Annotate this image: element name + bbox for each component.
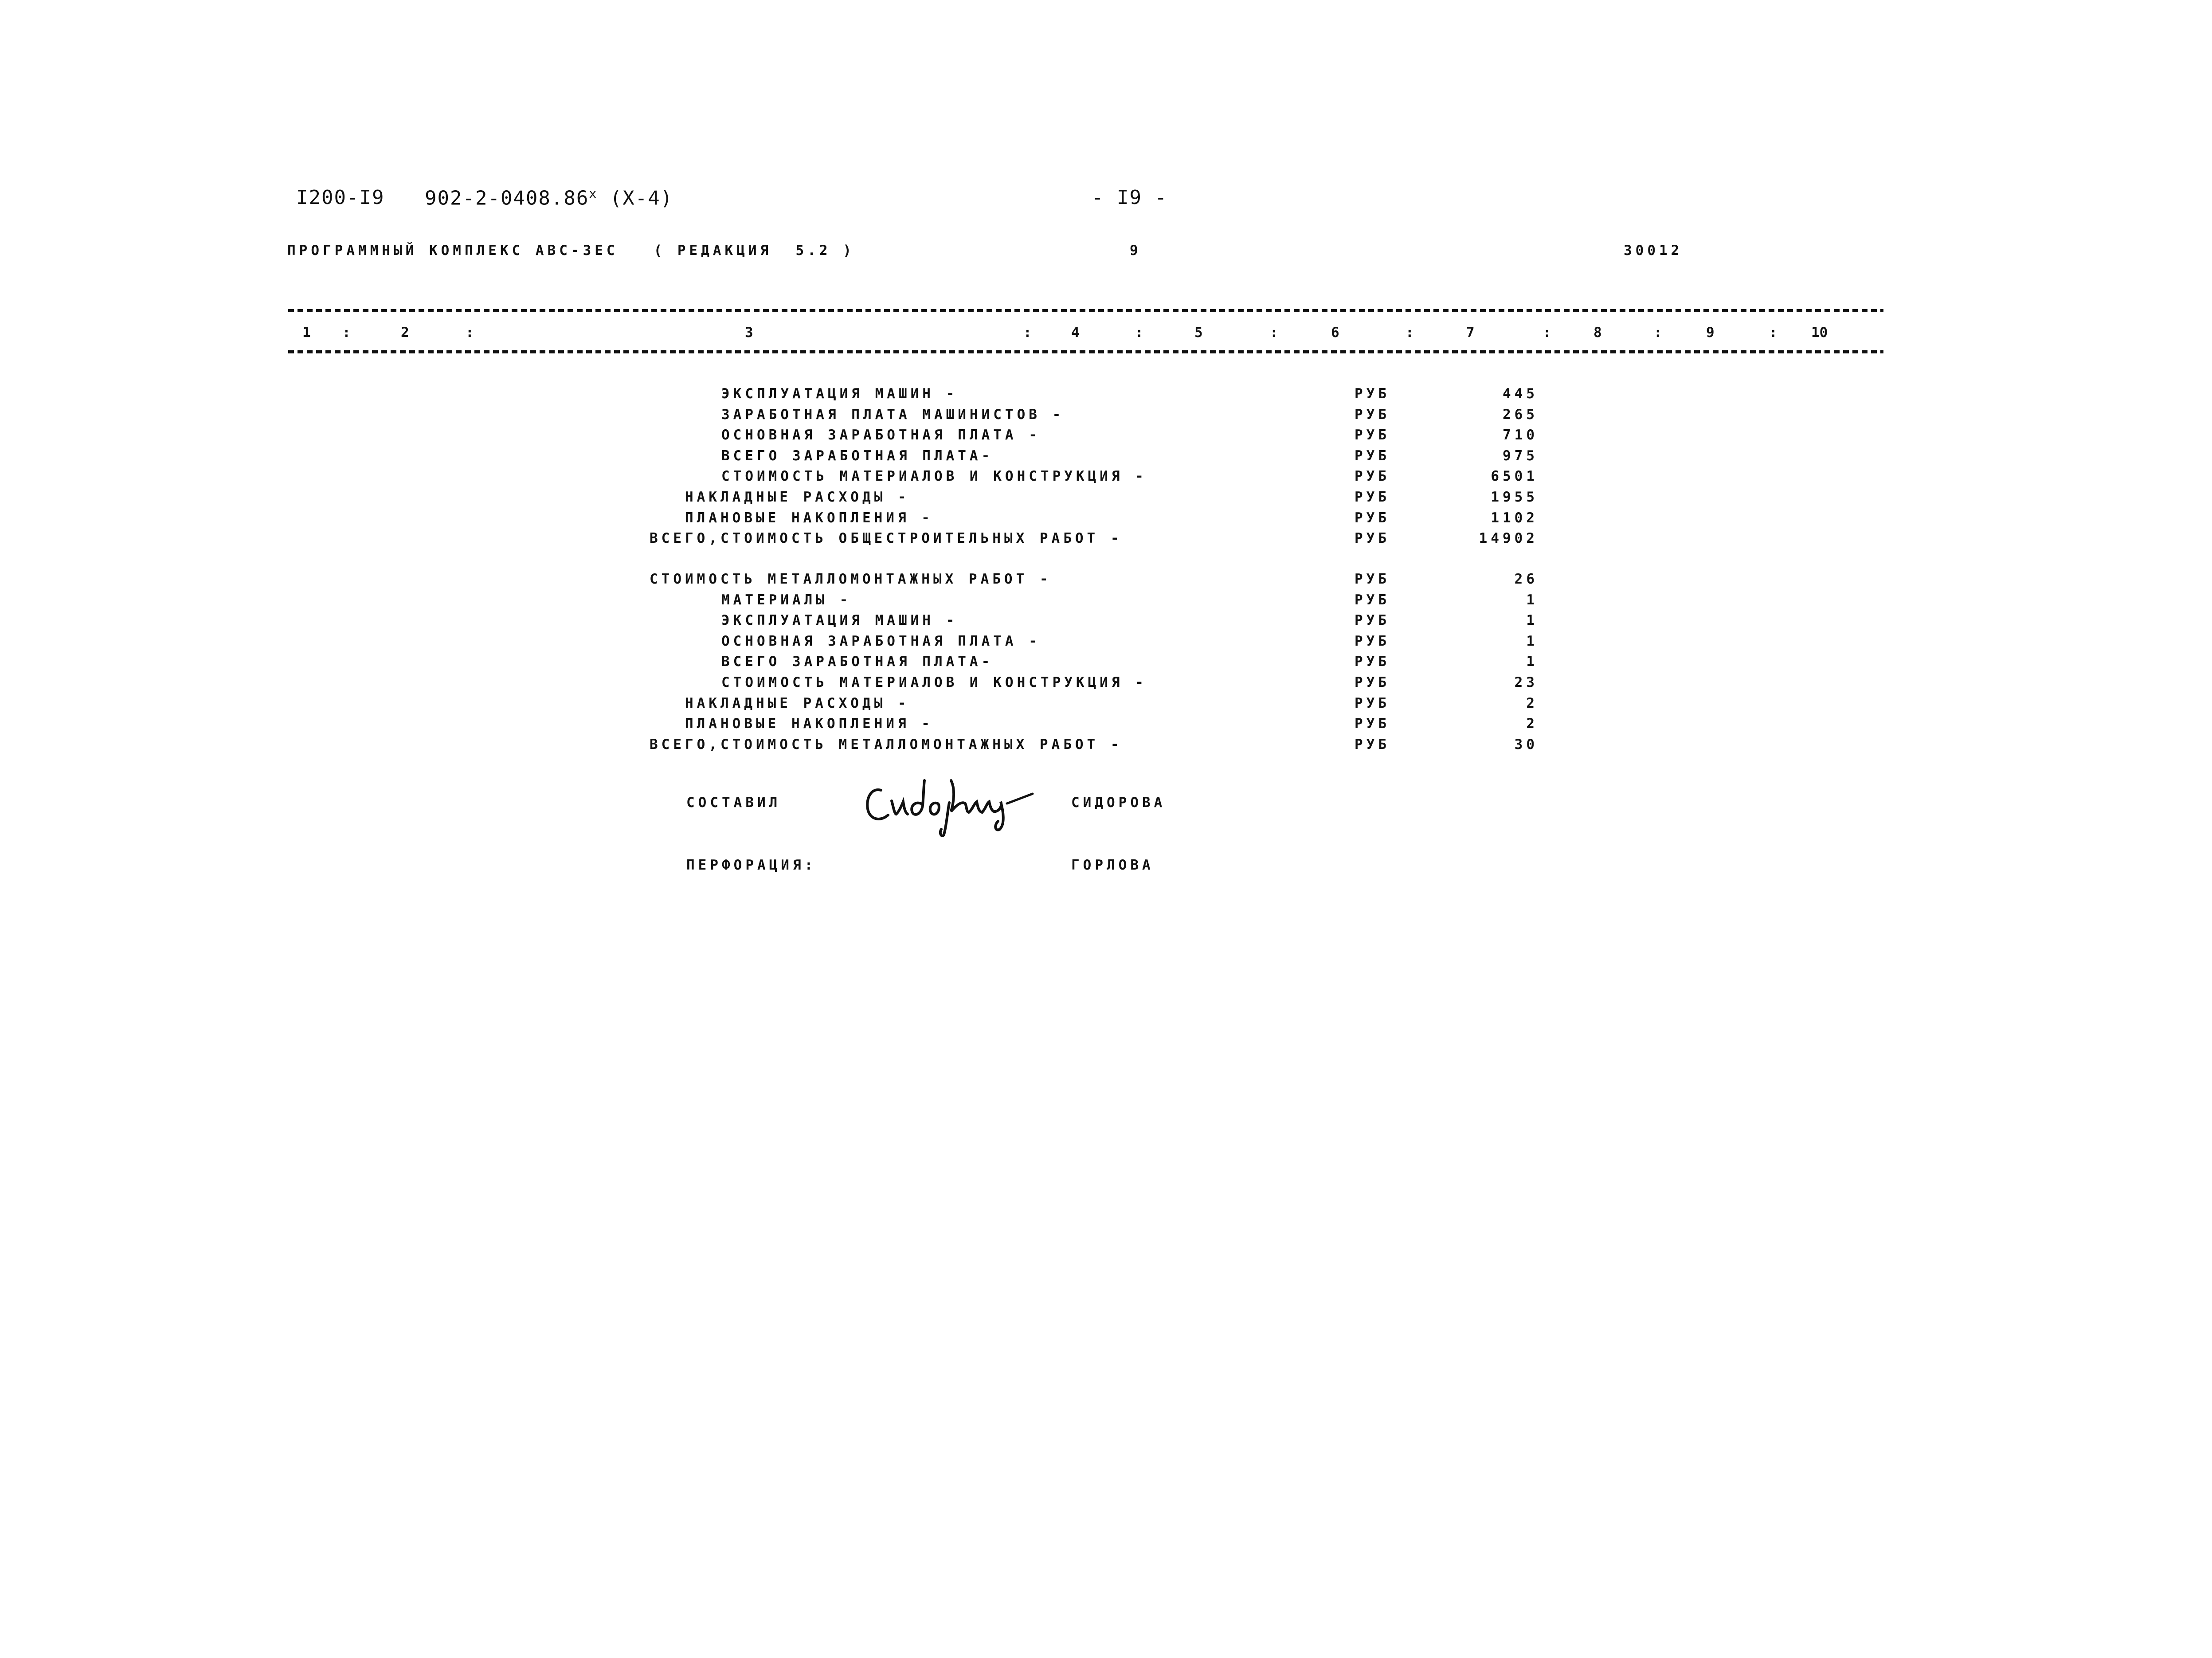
row-value: 1	[1526, 592, 1538, 608]
row-label: ОСНОВНАЯ ЗАРАБОТНАЯ ПЛАТА -	[721, 427, 1041, 443]
row-label: СТОИМОСТЬ МАТЕРИАЛОВ И КОНСТРУКЦИЯ -	[721, 468, 1147, 485]
row-unit: РУБ	[1355, 406, 1390, 423]
column-number: 9	[1706, 325, 1715, 341]
project-code-sup: x	[589, 186, 598, 201]
row-label: МАТЕРИАЛЫ -	[721, 592, 852, 608]
row-unit: РУБ	[1355, 386, 1390, 402]
row-unit: РУБ	[1355, 736, 1390, 753]
row-unit: РУБ	[1355, 510, 1390, 526]
row-label: ВСЕГО,СТОИМОСТЬ МЕТАЛЛОМОНТАЖНЫХ РАБОТ -	[650, 736, 1123, 753]
column-separator: :	[1769, 325, 1777, 341]
column-number: 7	[1466, 325, 1475, 341]
row-value: 1955	[1491, 489, 1538, 505]
column-number: 5	[1194, 325, 1203, 341]
column-number: 10	[1811, 325, 1828, 341]
table-row	[0, 654, 2212, 674]
row-unit: РУБ	[1355, 447, 1390, 464]
table-row	[0, 468, 2212, 489]
table-row	[0, 489, 2212, 510]
column-separator: :	[1023, 325, 1032, 341]
compiled-name: СИДОРОВА	[1071, 795, 1166, 811]
row-label: ВСЕГО,СТОИМОСТЬ ОБЩЕСТРОИТЕЛЬНЫХ РАБОТ -	[650, 530, 1123, 547]
row-value: 26	[1514, 571, 1538, 587]
row-label: ЭКСПЛУАТАЦИЯ МАШИН -	[721, 612, 958, 629]
column-separator: :	[342, 325, 351, 341]
column-number: 2	[401, 325, 409, 341]
table-row	[0, 571, 2212, 592]
row-value: 1	[1526, 654, 1538, 670]
row-unit: РУБ	[1355, 633, 1390, 649]
project-code	[425, 186, 673, 210]
row-label: ЭКСПЛУАТАЦИЯ МАШИН -	[721, 386, 958, 402]
column-number: 4	[1071, 325, 1080, 341]
column-number: 8	[1593, 325, 1602, 341]
row-value: 30	[1514, 736, 1538, 753]
table-row	[0, 510, 2212, 530]
column-number: 3	[745, 325, 753, 341]
row-value: 265	[1503, 406, 1538, 423]
row-value: 6501	[1491, 468, 1538, 485]
table-row	[0, 674, 2212, 695]
project-code-main: 902-2-0408.86	[425, 187, 589, 210]
table-row	[0, 695, 2212, 716]
column-number: 6	[1331, 325, 1339, 341]
row-label: ПЛАНОВЫЕ НАКОПЛЕНИЯ -	[685, 716, 933, 732]
row-unit: РУБ	[1355, 489, 1390, 505]
table-row	[0, 407, 2212, 427]
row-label: ПЛАНОВЫЕ НАКОПЛЕНИЯ -	[685, 510, 933, 526]
table-top-rule	[288, 309, 1883, 312]
row-value: 975	[1503, 447, 1538, 464]
sheet-number: 9	[1130, 243, 1142, 259]
row-label: НАКЛАДНЫЕ РАСХОДЫ -	[685, 695, 910, 711]
row-unit: РУБ	[1355, 612, 1390, 629]
row-unit: РУБ	[1355, 674, 1390, 690]
table-row	[0, 427, 2212, 447]
doc-code: I200-I9	[296, 186, 385, 209]
row-unit: РУБ	[1355, 427, 1390, 443]
table-row	[0, 612, 2212, 633]
row-value: 710	[1503, 427, 1538, 443]
row-label: СТОИМОСТЬ МЕТАЛЛОМОНТАЖНЫХ РАБОТ -	[650, 571, 1052, 587]
row-unit: РУБ	[1355, 571, 1390, 587]
row-value: 1102	[1491, 510, 1538, 526]
row-value: 445	[1503, 386, 1538, 402]
row-label: ЗАРАБОТНАЯ ПЛАТА МАШИНИСТОВ -	[721, 406, 1065, 423]
column-separator: :	[1406, 325, 1414, 341]
table-row	[0, 530, 2212, 551]
table-row	[0, 592, 2212, 612]
program-line: ПРОГРАММНЫЙ КОМПЛЕКС АВС-ЗЕС ( РЕДАКЦИЯ 5.2 )	[287, 243, 855, 259]
row-value: 14902	[1479, 530, 1538, 547]
column-separator: :	[1654, 325, 1662, 341]
row-unit: РУБ	[1355, 654, 1390, 670]
column-separator: :	[1543, 325, 1551, 341]
column-separator: :	[1270, 325, 1278, 341]
row-value: 1	[1526, 633, 1538, 649]
row-unit: РУБ	[1355, 592, 1390, 608]
table-row	[0, 448, 2212, 468]
column-separator: :	[1135, 325, 1143, 341]
row-unit: РУБ	[1355, 468, 1390, 485]
table-row	[0, 386, 2212, 406]
table-row	[0, 716, 2212, 736]
compiled-label: СОСТАВИЛ	[686, 795, 781, 811]
table-bottom-rule	[288, 350, 1883, 353]
row-value: 2	[1526, 695, 1538, 711]
row-label: НАКЛАДНЫЕ РАСХОДЫ -	[685, 489, 910, 505]
row-value: 1	[1526, 612, 1538, 629]
handwritten-signature	[862, 763, 1040, 838]
perforation-name: ГОРЛОВА	[1071, 857, 1154, 873]
perforation-label: ПЕРФОРАЦИЯ:	[686, 857, 817, 873]
page-number: - I9 -	[1092, 186, 1167, 209]
row-value: 2	[1526, 716, 1538, 732]
row-label: СТОИМОСТЬ МАТЕРИАЛОВ И КОНСТРУКЦИЯ -	[721, 674, 1147, 690]
row-unit: РУБ	[1355, 530, 1390, 547]
project-code-suffix: (X-4)	[597, 187, 673, 210]
row-value: 23	[1514, 674, 1538, 690]
row-unit: РУБ	[1355, 695, 1390, 711]
table-row	[0, 633, 2212, 654]
row-label: ВСЕГО ЗАРАБОТНАЯ ПЛАТА-	[721, 447, 994, 464]
row-label: ВСЕГО ЗАРАБОТНАЯ ПЛАТА-	[721, 654, 994, 670]
row-unit: РУБ	[1355, 716, 1390, 732]
table-row	[0, 737, 2212, 757]
column-number: 1	[302, 325, 311, 341]
column-separator: :	[466, 325, 474, 341]
form-number: 30012	[1624, 243, 1683, 259]
row-label: ОСНОВНАЯ ЗАРАБОТНАЯ ПЛАТА -	[721, 633, 1041, 649]
